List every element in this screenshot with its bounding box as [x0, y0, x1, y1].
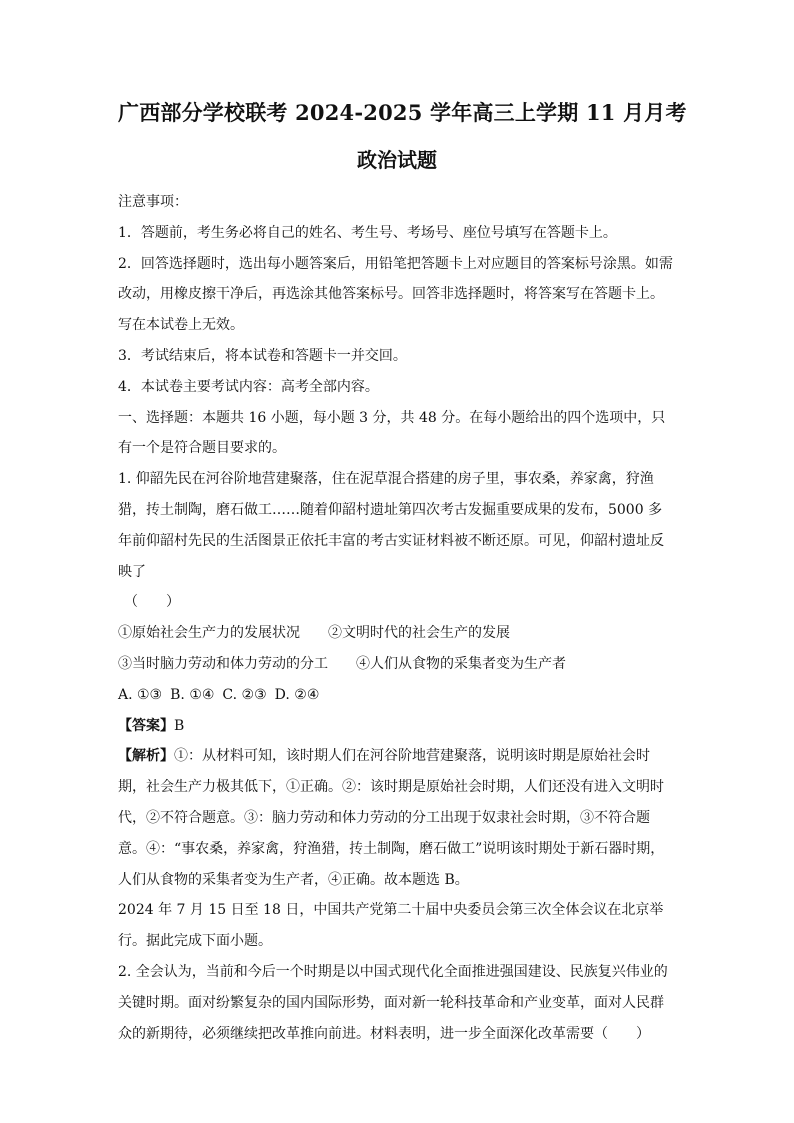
page-subtitle: 政治试题 — [357, 148, 437, 172]
question-1-option-4: ④人们从食物的采集者变为生产者 — [356, 655, 566, 672]
choice-a: A. ①③ — [118, 686, 163, 703]
question-1-stem — [118, 464, 676, 618]
question-1-analysis — [118, 741, 676, 895]
question-1-text: 1. 仰韶先民在河谷阶地营建聚落，住在泥草混合搭建的房子里，事农桑，养家禽，狩渔猎，抟土制陶，磨石做工……随着仰韶村遗址第四次考古发掘重要成果的发布，5000 多年前仰韶村先民的生活图景正依托丰富的考古实证材料被不断还原。可见，仰韶村遗址反映了 — [118, 471, 664, 580]
section-heading: 一、选择题：本题共 16 小题，每小题 3 分，共 48 分。在每小题给出的四个选项中，只有一个是符合题目要求的。 — [118, 409, 666, 457]
question-1-blank: （ ） — [124, 594, 180, 611]
note-item-1: 1．答题前，考生务必将自己的姓名、考生号、考场号、座位号填写在答题卡上。 — [118, 224, 617, 241]
note-item-4: 4．本试卷主要考试内容：高考全部内容。 — [118, 378, 379, 395]
question-1-option-2: ②文明时代的社会生产的发展 — [328, 625, 510, 642]
question-1-option-1: ①原始社会生产力的发展状况 — [118, 625, 300, 642]
question-1-answer — [118, 711, 676, 742]
note-item-2: 2．回答选择题时，选出每小题答案后，用铅笔把答题卡上对应题目的答案标号涂黑。如需改动，用橡皮擦干净后，再选涂其他答案标号。回答非选择题时，将答案写在答题卡上。写在本试卷上无效。 — [118, 255, 673, 334]
question-2-intro: 2024 年 7 月 15 日至 18 日，中国共产党第二十届中央委员会第三次全体会议在北京举行。据此完成下面小题。 — [118, 902, 664, 950]
analysis-text: ①：从材料可知，该时期人们在河谷阶地营建聚落，说明该时期是原始社会时期，社会生产力极其低下，①正确。②：该时期是原始社会时期，人们还没有进入文明时代，②不符合题意。③：脑力劳动和体力劳动的分工出现于奴隶社会时期，③不符合题意。④：“事农桑，养家禽，狩渔猎，抟土制陶，磨石做工”说明该时期处于新石器时期，人们从食物的采集者变为生产者，④正确。故本题选 B。 — [118, 748, 665, 888]
choice-c: C. ②③ — [222, 686, 267, 703]
question-1-option-3: ③当时脑力劳动和体力劳动的分工 — [118, 655, 328, 672]
answer-value: B — [174, 717, 185, 734]
question-2-stem: 2. 全会认为，当前和今后一个时期是以中国式现代化全面推进强国建设、民族复兴伟业的关键时期。面对纷繁复杂的国内国际形势，面对新一轮科技革命和产业变革，面对人民群众的新期待，必须继续把改革推向前进。材料表明，进一步全面深化改革需要（ ） — [118, 963, 668, 1042]
question-1-choices — [118, 680, 676, 711]
choice-b: B. ①④ — [170, 686, 215, 703]
analysis-label: 【解析】 — [118, 748, 174, 765]
note-item-3: 3．考试结束后，将本试卷和答题卡一并交回。 — [118, 347, 407, 364]
choice-d: D. ②④ — [274, 686, 320, 703]
page-title: 广西部分学校联考 2024-2025 学年高三上学期 11 月月考 — [118, 100, 687, 125]
question-1-options-row-1 — [118, 618, 676, 649]
answer-label: 【答案】 — [118, 717, 174, 734]
question-1-options-row-2 — [118, 649, 676, 680]
notes-heading: 注意事项： — [118, 194, 188, 210]
